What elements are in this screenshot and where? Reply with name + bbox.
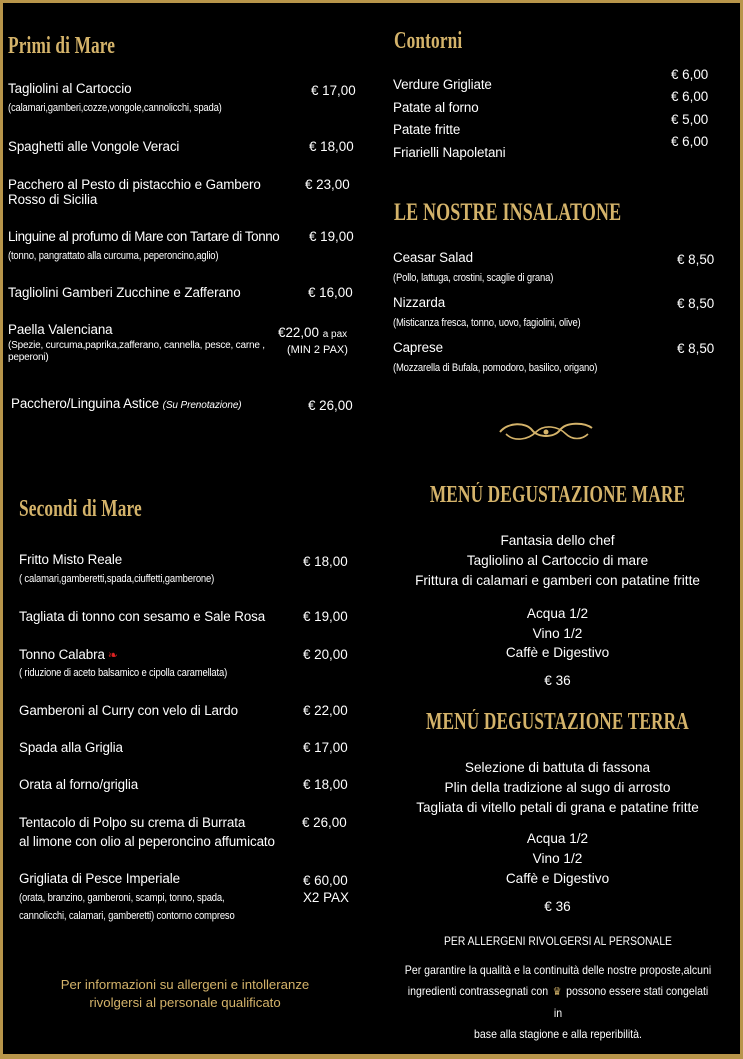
side-verdure: Verdure Grigliate — [393, 77, 492, 92]
mare-extra: Acqua 1/2 — [526, 606, 589, 621]
salad-desc: (Pollo, lattuga, crostini, scaglie di grana) — [393, 272, 554, 284]
contorni-heading: Contorni — [394, 28, 463, 54]
salad-desc: (Misticanza fresca, tonno, uovo, fagiolini, olive) — [393, 317, 581, 329]
dish-orata: Orata al forno/griglia — [19, 777, 139, 792]
salad-ceasar: Ceasar Salad — [393, 250, 473, 265]
dish-price: € 18,00 — [303, 554, 348, 569]
dish-pacchero-astice: Pacchero/Linguina Astice (Su Prenotazione) — [11, 396, 242, 411]
dish-price: € 19,00 — [309, 229, 354, 244]
dish-paella: Paella Valenciana — [8, 322, 113, 337]
dish-desc: (Spezie, curcuma,paprika,zafferano, cannella, pesce, carne , peperoni) — [8, 340, 265, 363]
degustazione-mare-heading: MENÚ DEGUSTAZIONE MARE — [429, 482, 686, 508]
dish-price: € 17,00 — [311, 83, 356, 98]
dish-desc: ( riduzione di aceto balsamico e cipolla caramellata) — [19, 667, 228, 679]
dish-tonno-calabra: Tonno Calabra ❧ — [19, 647, 118, 662]
terra-extra: Vino 1/2 — [532, 851, 583, 866]
dish-price: € 18,00 — [309, 139, 354, 154]
side-price: € 6,00 — [671, 67, 709, 82]
dish-spaghetti-vongole: Spaghetti alle Vongole Veraci — [8, 139, 180, 154]
dish-tagliolini-cartoccio: Tagliolini al Cartoccio — [8, 81, 132, 96]
dish-desc: (orata, branzino, gamberoni, scampi, tonno, spada, — [19, 892, 225, 904]
terra-price: € 36 — [544, 899, 571, 914]
terra-extra: Acqua 1/2 — [526, 831, 589, 846]
chili-pepper-icon: ❧ — [107, 648, 118, 662]
terra-course: Selezione di battuta di fassona — [464, 760, 651, 775]
mare-extra: Vino 1/2 — [532, 626, 583, 641]
side-patate-fritte: Patate fritte — [393, 122, 461, 137]
mare-course: Fantasia dello chef — [500, 533, 615, 548]
dish-price: € 22,00 — [303, 703, 348, 718]
side-price: € 6,00 — [671, 89, 709, 104]
dish-grigliata-pesce: Grigliata di Pesce Imperiale — [19, 871, 180, 886]
side-patate-forno: Patate al forno — [393, 100, 479, 115]
dish-price-note: X2 PAX — [303, 890, 349, 905]
dish-price: € 23,00 — [305, 177, 350, 192]
salad-price: € 8,50 — [677, 341, 715, 356]
crown-icon: ♛ — [552, 986, 562, 998]
dish-spada-griglia: Spada alla Griglia — [19, 740, 123, 755]
dish-price: € 18,00 — [303, 777, 348, 792]
dish-price: € 19,00 — [303, 609, 348, 624]
dish-desc: (calamari,gamberi,cozze,vongole,cannolicchi, spada) — [8, 102, 222, 114]
degustazione-terra-heading: MENÚ DEGUSTAZIONE TERRA — [426, 709, 689, 735]
salad-caprese: Caprese — [393, 340, 443, 355]
terra-extra: Caffè e Digestivo — [505, 871, 610, 886]
dish-tentacolo-polpo: Tentacolo di Polpo su crema di Burrata — [19, 815, 246, 830]
dish-tagliolini-gamberi: Tagliolini Gamberi Zucchine e Zafferano — [8, 285, 241, 300]
dish-linguine-tartare: Linguine al profumo di Mare con Tartare di Tonno — [8, 229, 280, 244]
terra-course: Plin della tradizione al sugo di arrosto — [444, 780, 671, 795]
allergen-heading: PER ALLERGENI RIVOLGERSI AL PERSONALE — [444, 934, 672, 948]
mare-price: € 36 — [544, 673, 571, 688]
dish-gamberoni-curry: Gamberoni al Curry con velo di Lardo — [19, 703, 238, 718]
dish-price: € 16,00 — [308, 285, 353, 300]
primi-heading: Primi di Mare — [8, 33, 116, 59]
dish-price: €22,00 a pax — [278, 325, 348, 340]
frozen-ingredients-note: Per garantire la qualità e la continuità delle nostre proposte,alcuni ingredienti contrassegnati con ♛ possono essere stati congelati in base alla stagione e alla reperibilità. — [404, 963, 712, 1041]
dish-price: € 26,00 — [308, 398, 353, 413]
dish-price: € 60,00 — [303, 873, 348, 888]
dish-price: € 20,00 — [303, 647, 348, 662]
dish-pacchero-pesto: Pacchero al Pesto di pistacchio e Gambero Rosso di Sicilia — [8, 177, 261, 207]
side-price: € 5,00 — [671, 112, 709, 127]
dish-price: € 17,00 — [303, 740, 348, 755]
mare-course: Frittura di calamari e gamberi con patatine fritte — [415, 573, 700, 588]
insalatone-heading: LE NOSTRE INSALATONE — [394, 199, 622, 226]
salad-price: € 8,50 — [677, 296, 715, 311]
mare-course: Tagliolino al Cartoccio di mare — [466, 553, 649, 568]
dish-desc: ( calamari,gamberetti,spada,ciuffetti,gamberone) — [19, 573, 215, 585]
secondi-heading: Secondi di Mare — [19, 496, 142, 522]
side-price: € 6,00 — [671, 134, 709, 149]
dish-fritto-misto: Fritto Misto Reale — [19, 552, 123, 567]
salad-nizzarda: Nizzarda — [393, 295, 446, 310]
dish-desc: (tonno, pangrattato alla curcuma, peperoncino,aglio) — [8, 250, 219, 262]
allergen-info-note: Per informazioni su allergeni e intolleranze rivolgersi al personale qualificato — [60, 977, 310, 1010]
salad-desc: (Mozzarella di Bufala, pomodoro, basilico, origano) — [393, 362, 598, 374]
dish-name-line2: al limone con olio al peperoncino affumicato — [19, 834, 275, 849]
terra-course: Tagliata di vitello petali di grana e patatine fritte — [416, 800, 699, 815]
dish-tagliata-tonno: Tagliata di tonno con sesamo e Sale Rosa — [19, 609, 266, 624]
dish-price: € 26,00 — [302, 815, 347, 830]
salad-price: € 8,50 — [677, 252, 715, 267]
side-friarielli: Friarielli Napoletani — [393, 145, 506, 160]
ornament-flourish-icon — [496, 420, 596, 444]
dish-desc-line2: cannolicchi, calamari, gamberetti) contorno compreso — [19, 910, 235, 922]
dish-price-note: (MIN 2 PAX) — [287, 344, 348, 356]
mare-extra: Caffè e Digestivo — [505, 645, 610, 660]
